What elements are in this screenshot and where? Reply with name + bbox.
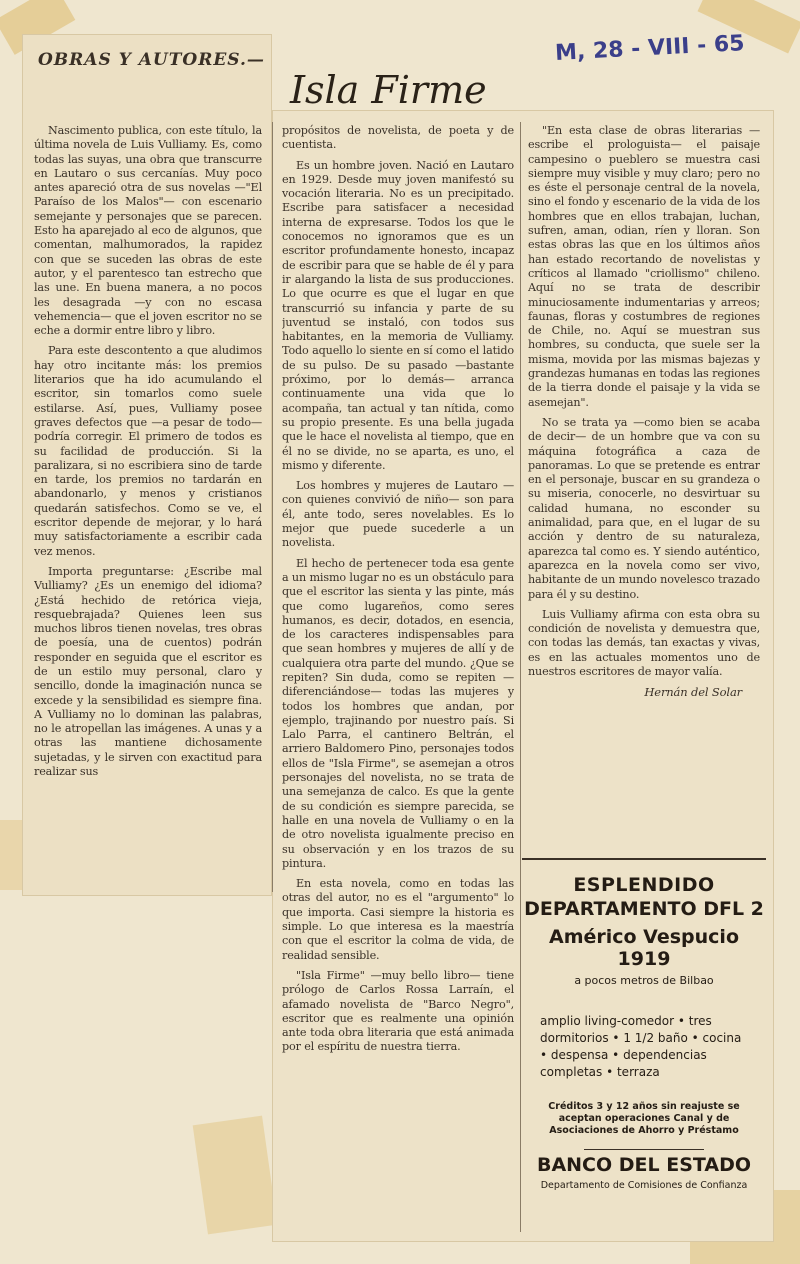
column-divider [272, 122, 273, 892]
author-signature: Hernán del Solar [644, 685, 742, 700]
advert-location: a pocos metros de Bilbao [574, 974, 714, 987]
paragraph: "Isla Firme" —muy bello libro— tiene prólogo de Carlos Rossa Larraín, el afamado novelista de "Barco Negro", escritor que es realmente una opinión ante toda obra literaria que está animada por el espíritu de nuestra tierra. [282, 968, 514, 1054]
tape-strip [193, 1116, 278, 1235]
article-column-2 [282, 124, 514, 1236]
article-title: Isla Firme [290, 68, 487, 112]
paragraph: Es un hombre joven. Nació en Lautaro en 1929. Desde muy joven manifestó su vocación literaria. No es un precipitado. Escribe para satisfacer a necesidad interna de expresarse. Todos los que le conocemos no ignoramos que es un escritor profundamente honesto, incapaz de escribir para que se hable de él y para ir alargando la lista de sus producciones. Lo que ocurre es que el lugar en que transcurrió su infancia y parte de su juventud se instaló, con todos sus habitantes, en la memoria de Vulliamy. Todo aquello lo siente en sí como el latido de su pulso. De su pasado —bastante próximo, por lo demás— arranca continuamente una vida que lo acompaña, tan actual y tan nítida, como su propio presente. Es una bella jugada que le hace el novelista al tiempo, que en él no se divide, no se aparta, es uno, el mismo y diferente. [282, 158, 514, 472]
paragraph: No se trata ya —como bien se acaba de decir— de un hombre que va con su máquina fotográfica a caza de panoramas. Lo que se pretende es entrar en el personaje, buscar en su grandeza o su miseria, conocerle, no desvirtuar su calidad humana, no esconder su animalidad, para que, en el lugar de su acción y dentro de su naturaleza, aparezca tal como es. Y siendo auténtico, aparezca en la novela como ser vivo, habitante de un mundo novelesco trazado para él y su destino. [528, 415, 760, 601]
paragraph: Importa preguntarse: ¿Escribe mal Vulliamy? ¿Es un enemigo del idioma? ¿Está hechido de retórica vieja, resquebrajada? Quienes leen sus muchos libros tienen novelas, tres obras de poesía, una de cuentos) podrán responder en seguida que el escritor es de un estilo muy personal, claro y sencillo, donde la imaginación nunca se excede y la sensibilidad es siempre fina. A Vulliamy no lo dominan las palabras, no le atropellan las imágenes. A unas y a otras las mantiene dichosamente sujetadas, y le sirven con exactitud para realizar sus [34, 564, 262, 779]
paragraph: En esta novela, como en todas las otras del autor, no es el "argumento" lo que importa. Casi siempre la historia es simple. Lo que interesa es la maestría con que el escritor la colma de vida, de realidad sensible. [282, 877, 514, 962]
paragraph: "En esta clase de obras literarias —escribe el prologuista— el paisaje campesino o pueblero se muestra casi siempre muy visible y muy claro; pero no es éste el personaje central de la novela, sino el fondo y escenario de la vida de los hombres que en ellos trabajan, luchan, sufren, aman, odian, ríen y lloran. Son estas obras las que en los últimos años han estado recortando de novelistas y críticos al llamado "criollismo" chileno. Aquí no se trata de describir minuciosamente indumentarias y arreos; faunas, floras y costumbres de regiones de Chile, no. Aquí se muestran sus hombres, su conducta, que suele ser la misma, movida por las mismas bajezas y grandezas humanas en todas las regiones de la tierra donde el paisaje y la vida se asemejan". [528, 124, 760, 409]
column-divider [520, 122, 521, 1232]
advert-features: amplio living-comedor • tres dormitorios • 1 1/2 baño • cocina • despensa • dependencias completas • terraza [540, 1014, 742, 1079]
advert-department: Departamento de Comisiones de Confianza [540, 1180, 748, 1191]
article-column-3 [528, 124, 760, 824]
article-column-1 [34, 124, 262, 892]
real-estate-advert [522, 858, 766, 1242]
advert-headline: ESPLENDIDO [573, 874, 715, 896]
section-heading: OBRAS Y AUTORES.— [38, 50, 265, 70]
paragraph: Para este descontento a que aludimos hay otro incitante más: los premios literarios que ha ido acumulando el escritor, sin tomarlos como suele estilarse. Así, pues, Vulliamy posee graves defectos que —a pesar de todo— podría corregir. El primero de todos es su facilidad de producción. Si la paralizara, si no escribiera sino de tarde en tarde, los premios no tardarán en abandonarlo, y menos y cristianos quedarán satisfechos. Como se ve, el escritor depende de mejorar, y lo hará muy satisfactoriamente a escribir cada vez menos. [34, 344, 262, 558]
advert-rule [584, 1149, 704, 1150]
advert-financing: Créditos 3 y 12 años sin reajuste se aceptan operaciones Canal y de Asociaciones de Ahorro y Préstamo [548, 1101, 740, 1136]
advert-address: Américo Vespucio 1919 [548, 926, 740, 970]
paragraph: propósitos de novelista, de poeta y de cuentista. [282, 124, 514, 152]
paragraph: Los hombres y mujeres de Lautaro —con quienes convivió de niño— son para él, ante todo, seres novelables. Es lo mejor que puede sucederle a un novelista. [282, 479, 514, 550]
advert-property: DEPARTAMENTO DFL 2 [524, 898, 764, 920]
paragraph: Nascimento publica, con este título, la última novela de Luis Vulliamy. Es, como todas las suyas, una obra que transcurre en Lautaro o sus cercanías. Muy poco antes apareció otra de sus novelas —"El Paraíso de los Malos"— con escenario semejante y personajes que se parecen. Esto ha aparejado al eco de algunos, que comentan, malhumorados, la rapidez con que se suceden las obras de este autor, y el parentesco tan estrecho que las une. En buena manera, a no pocos les desagrada —y con no escasa vehemencia— que el joven escritor no se eche a dormir entre libro y libro. [34, 124, 262, 338]
handwritten-date: M, 28 - VIII - 65 [554, 31, 746, 66]
paragraph: Luis Vulliamy afirma con esta obra su condición de novelista y demuestra que, con todas las demás, tan exactas y vivas, es en las actuales momentos uno de nuestros escritores de mayor valía. [528, 607, 760, 678]
paragraph: El hecho de pertenecer toda esa gente a un mismo lugar no es un obstáculo para que el escritor las sienta y las pinte, más que como lugareños, como seres humanos, es decir, dotados, en esencia, de los caracteres indispensables para que sean hombres y mujeres de allí y de cualquiera otra parte del mundo. ¿Que se repiten? Sin duda, como se repiten —diferenciándose— todas las mujeres y todos los hombres que andan, por ejemplo, trajinando por nuestro país. Si Lalo Parra, el cantinero Beltrán, el arriero Baldomero Pino, personajes todos ellos de "Isla Firme", se asemejan a otros personajes del novelista, no se trata de una semejanza de calco. Es que la gente de su condición es siempre parecida, se halle en una novela de Vulliamy o en la de otro novelista igualmente preciso en su observación y en los trazos de su pintura. [282, 556, 514, 870]
advert-bank: BANCO DEL ESTADO [536, 1154, 752, 1176]
